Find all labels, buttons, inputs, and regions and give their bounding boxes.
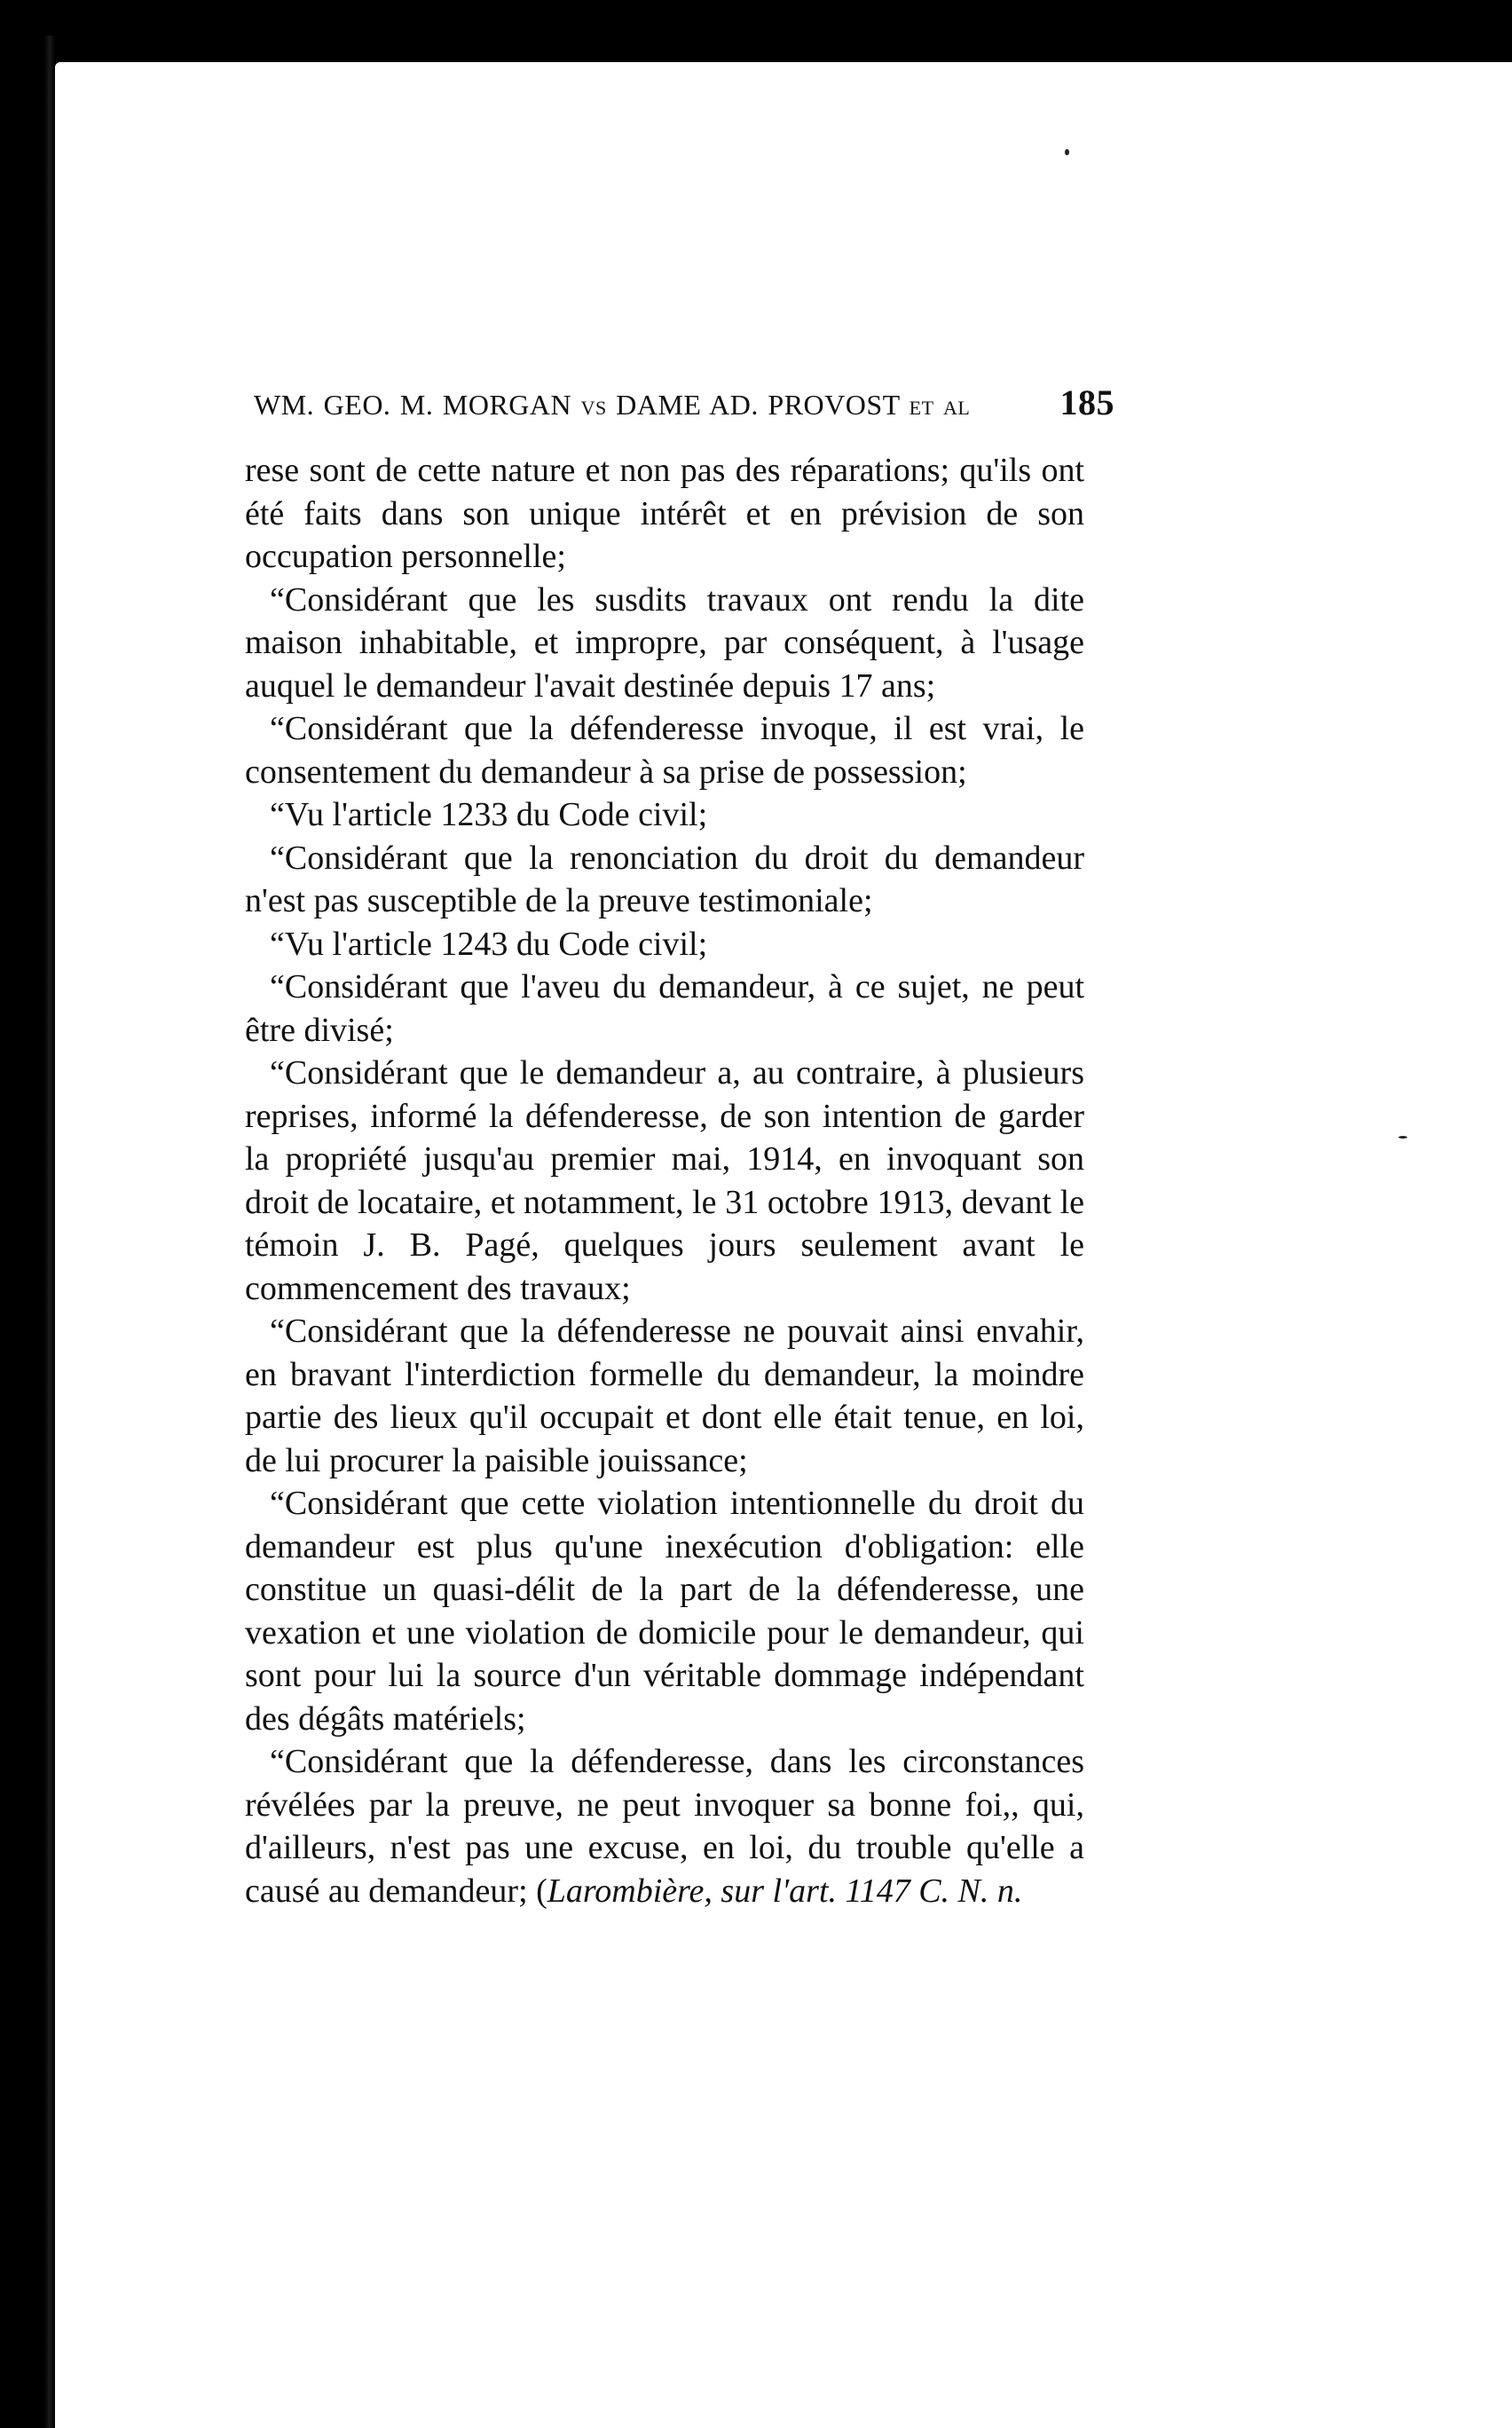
- paragraph: “Considérant que l'aveu du demandeur, à ce sujet, ne peut être divisé;: [245, 968, 1084, 1049]
- paragraph: “Vu l'article 1243 du Code civil;: [270, 925, 708, 963]
- paragraph: “Vu l'article 1233 du Code civil;: [270, 796, 708, 833]
- running-head-title: WM. GEO. M. MORGAN vs DAME AD. PROVOST et al: [254, 389, 971, 421]
- page-number: 185: [1059, 382, 1114, 422]
- paragraph: [245, 1740, 1084, 1912]
- paragraph: “Considérant que la renonciation du droit du demandeur n'est pas susceptible de la preuve testimoniale;: [245, 839, 1084, 919]
- scan-left-edge: [0, 35, 55, 2428]
- paragraph: rese sont de cette nature et non pas des réparations; qu'ils ont été faits dans son unique intérêt et en prévision de son occupation personnelle;: [245, 452, 1084, 575]
- paragraph-text: “Considérant que la défenderesse, dans les circonstances révélées par la preuve, ne peut invoquer sa bonne foi,, qui, d'ailleurs, n'est pas une excuse, en loi, du trouble qu'elle a causé au demandeur; (: [245, 1743, 1084, 1910]
- paragraph: “Considérant que la défenderesse ne pouvait ainsi envahir, en bravant l'interdiction formelle du demandeur, la moindre partie des lieux qu'il occupait et dont elle était tenue, en loi, de lui procurer la paisible jouissance;: [245, 1313, 1084, 1479]
- paragraph: “Considérant que les susdits travaux ont rendu la dite maison inhabitable, et impropre, par conséquent, à l'usage auquel le demandeur l'avait destinée depuis 17 ans;: [245, 580, 1084, 705]
- scan-speck: [1065, 149, 1069, 155]
- paragraph: “Considérant que la défenderesse invoque, il est vrai, le consentement du demandeur à sa prise de possession;: [245, 710, 1084, 791]
- body-text: [245, 449, 1084, 1912]
- paragraph: “Considérant que le demandeur a, au contraire, à plusieurs reprises, informé la défenderesse, de son intention de garder la propriété jusqu'au premier mai, 1914, en invoquant son droit de locataire, et notamment, le 31 octobre 1913, devant le témoin J. B. Pagé, quelques jours seulement avant le commencement des travaux;: [245, 1054, 1084, 1307]
- paragraph: “Considérant que cette violation intentionnelle du droit du demandeur est plus qu'une inexécution d'obligation: elle constitue un quasi-délit de la part de la défenderesse, une vexation et une violation de domicile pour le demandeur, qui sont pour lui la source d'un véritable dommage indépendant des dégâts matériels;: [245, 1485, 1084, 1738]
- citation: Larombière, sur l'art. 1147 C. N. n.: [547, 1872, 1023, 1910]
- scan-speck: [1398, 1136, 1407, 1139]
- running-head: [254, 382, 1114, 423]
